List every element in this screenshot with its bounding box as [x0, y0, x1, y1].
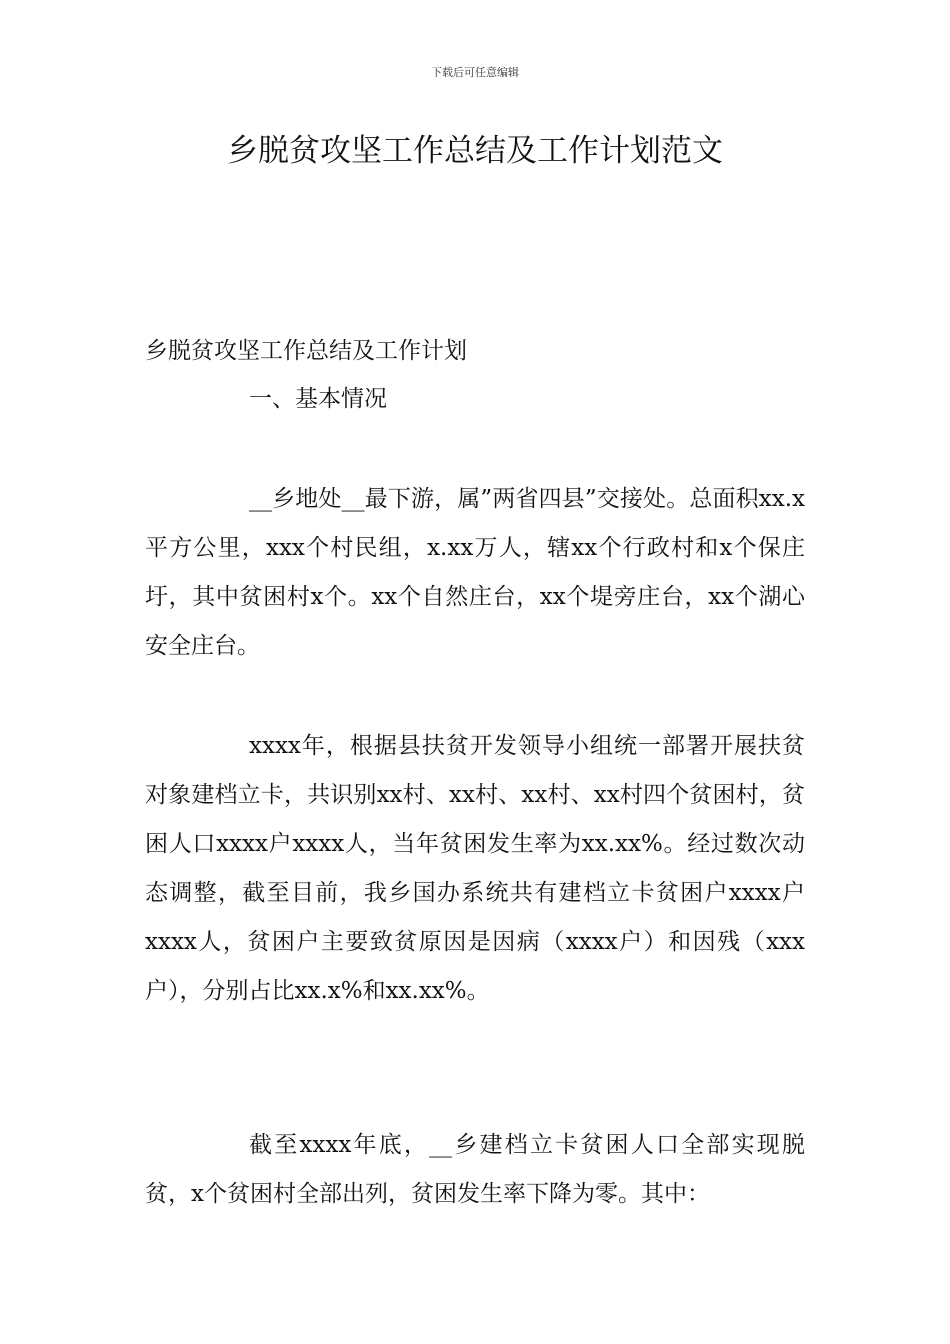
document-title: 乡脱贫攻坚工作总结及工作计划范文 [227, 133, 723, 169]
header-note: 下载后可任意编辑 [431, 66, 519, 79]
paragraph-3: 截至xxxx年底，__乡建档立卡贫困人口全部实现脱贫，x个贫困村全部出列，贫困发生率下降为零。其中： [145, 1132, 805, 1207]
section-heading: 一、基本情况 [249, 386, 387, 412]
document-subtitle: 乡脱贫攻坚工作总结及工作计划 [145, 338, 467, 364]
paragraph-2: xxxx年，根据县扶贫开发领导小组统一部署开展扶贫对象建档立卡，共识别xx村、xx村、xx村、xx村四个贫困村，贫困人口xxxx户xxxx人，当年贫困发生率为xx.xx%。经过数次动态调整，截至目前，我乡国办系统共有建档立卡贫困户xxxx户xxxx人，贫困户主要致贫原因是因病（xxxx户）和因残（xxx户），分别占比xx.x%和xx.xx%。 [145, 733, 805, 1004]
paragraph-1: __乡地处__最下游，属”两省四县”交接处。总面积xx.x平方公里，xxx个村民组，x.xx万人，辖xx个行政村和x个保庄圩，其中贫困村x个。xx个自然庄台，xx个堤旁庄台，xx个湖心安全庄台。 [145, 486, 805, 659]
